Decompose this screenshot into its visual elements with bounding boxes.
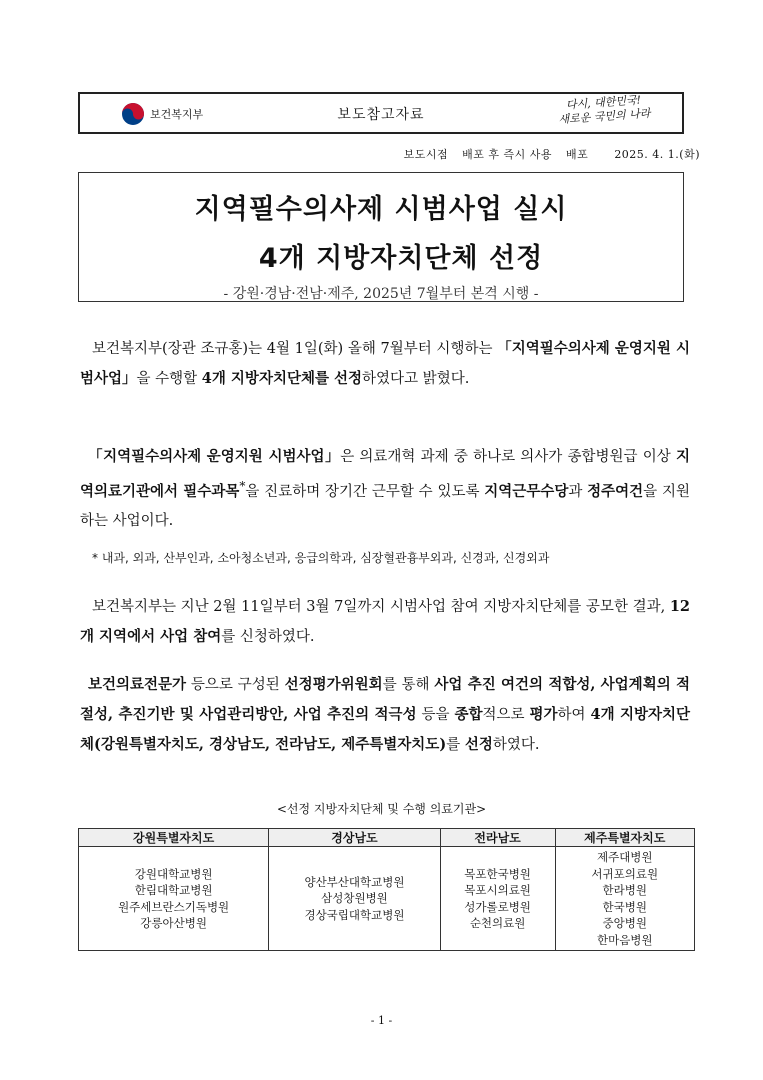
p4-text: 를 통해 xyxy=(382,677,435,693)
p2-text: 을 진료하며 장기간 근무할 수 있도록 xyxy=(245,483,485,500)
paragraph-3 xyxy=(80,592,690,652)
hospital-name: 성가롤로병원 xyxy=(464,899,531,914)
p3-text: 보건복지부는 지난 2월 11일부터 3월 7일까지 시범사업 참여 지방자치단체를 공모한 결과, xyxy=(92,599,670,615)
p2-text: 과 xyxy=(568,483,588,500)
p2-text: 을 지원하는 사업이다. xyxy=(80,483,690,529)
paragraph-2 xyxy=(80,442,690,536)
hospital-name: 강원대학교병원 xyxy=(134,866,213,881)
hospital-name: 강릉아산병원 xyxy=(140,916,207,930)
p4-bold: 사업 추진 여건의 적합성, 사업계획의 적절성, 추진기반 및 사업관리방안, 사업 추진의 적극성 xyxy=(80,676,690,723)
hospital-name: 목포시의료원 xyxy=(464,883,531,897)
p4-bold: 보건의료전문가 xyxy=(88,676,187,693)
hospital-name: 양산부산대학교병원 xyxy=(304,874,405,889)
slogan-line1: 다시, 대한민국! xyxy=(565,93,642,112)
table-header-cell: 경상남도 xyxy=(269,829,440,847)
p4-text: 등을 xyxy=(416,707,455,723)
table-cell xyxy=(79,847,269,951)
p1-text: 하였다고 밝혔다. xyxy=(362,371,470,387)
p4-bold: 선정평가위원회 xyxy=(284,676,383,693)
hospital-name: 삼성창원병원 xyxy=(321,891,388,906)
table-caption: <선정 지방자치단체 및 수행 의료기관> xyxy=(276,802,487,816)
p3-text: 를 신청하였다. xyxy=(221,629,315,645)
table-header-cell: 강원특별자치도 xyxy=(79,829,269,847)
p2-bold: 정주여건 xyxy=(587,482,644,500)
hospital-name: 한마음병원 xyxy=(596,932,653,947)
release-info xyxy=(0,146,700,162)
table-cell xyxy=(269,847,440,951)
p4-text: 하였다. xyxy=(492,737,540,753)
release-time-value: 배포 후 즉시 사용 xyxy=(462,148,553,161)
p2-bold: 지역근무수당 xyxy=(484,482,569,500)
p2-bold: 「지역필수의사제 운영지원 시범사업」 xyxy=(88,448,341,465)
p2-bold: 지역의료기관에서 필수과목 xyxy=(80,448,690,500)
p4-bold: (강원특별자치도, 경상남도, 전라남도, 제주특별자치도) xyxy=(94,736,447,753)
hospital-name: 순천의료원 xyxy=(469,916,526,930)
doc-type: 보도참고자료 xyxy=(337,107,425,123)
release-date-value: 2025. 4. 1.(화) xyxy=(614,148,700,161)
p2-footnote-mark: * xyxy=(239,479,246,493)
hospital-name: 중앙병원 xyxy=(602,916,647,930)
p4-text: 등으로 구성된 xyxy=(186,677,285,693)
p4-bold: 평가 xyxy=(529,706,558,723)
release-time-label: 보도시점 xyxy=(403,148,449,161)
press-header xyxy=(78,92,684,134)
p1-text: 을 수행할 xyxy=(136,371,202,387)
table-header-cell: 전라남도 xyxy=(440,829,555,847)
paragraph-4 xyxy=(80,670,690,760)
p4-bold: 4개 지방자치단체 xyxy=(80,706,691,753)
footnote: * 내과, 외과, 산부인과, 소아청소년과, 응급의학과, 심장혈관흉부외과, 신경과, 신경외과 xyxy=(92,551,550,565)
release-date-label: 배포 xyxy=(566,148,589,161)
p1-text: 보건복지부(장관 조규홍)는 4월 1일(화) 올해 7월부터 시행하는 xyxy=(92,341,498,357)
page-number: - 1 - xyxy=(370,1014,393,1027)
title-box xyxy=(78,172,684,302)
hospital-name: 한림대학교병원 xyxy=(134,883,213,897)
hospital-name: 서귀포의료원 xyxy=(591,866,659,881)
p2-text: 은 의료개혁 과제 중 하나로 의사가 종합병원급 이상 xyxy=(340,449,676,465)
p4-bold: 종합 xyxy=(454,706,483,723)
hospital-table xyxy=(78,828,695,951)
p1-bold: 4개 지방자치단체를 선정 xyxy=(201,370,363,387)
paragraph-1 xyxy=(80,334,690,394)
ministry-name: 보건복지부 xyxy=(150,108,204,121)
p4-text: 하여 xyxy=(557,707,591,723)
hospital-name: 한국병원 xyxy=(602,899,647,914)
p3-bold: 12개 지역에서 사업 참여 xyxy=(80,598,690,645)
table-header-row xyxy=(79,829,695,847)
table-header-cell: 제주특별자치도 xyxy=(555,829,694,847)
p4-bold: 선정 xyxy=(464,736,493,753)
subtitle: - 강원·경남·전남·제주, 2025년 7월부터 본격 시행 - xyxy=(223,286,539,302)
main-title-line2: 4개 지방자치단체 선정 xyxy=(258,243,544,274)
hospital-name: 목포한국병원 xyxy=(464,866,531,881)
hospital-name: 원주세브란스기독병원 xyxy=(118,899,230,914)
main-title-line1: 지역필수의사제 시범사업 실시 xyxy=(194,194,568,225)
table-row xyxy=(79,847,695,951)
table-cell xyxy=(555,847,694,951)
hospital-name: 한라병원 xyxy=(602,883,647,897)
table-cell xyxy=(440,847,555,951)
p1-bold: 「지역필수의사제 운영지원 시범사업」 xyxy=(80,340,690,387)
hospital-name: 경상국립대학교병원 xyxy=(304,907,405,922)
p4-text: 적으로 xyxy=(482,707,530,723)
slogan-line2: 새로운 국민의 나라 xyxy=(558,106,651,127)
p4-text: 를 xyxy=(446,737,465,753)
hospital-name: 제주대병원 xyxy=(596,850,653,864)
